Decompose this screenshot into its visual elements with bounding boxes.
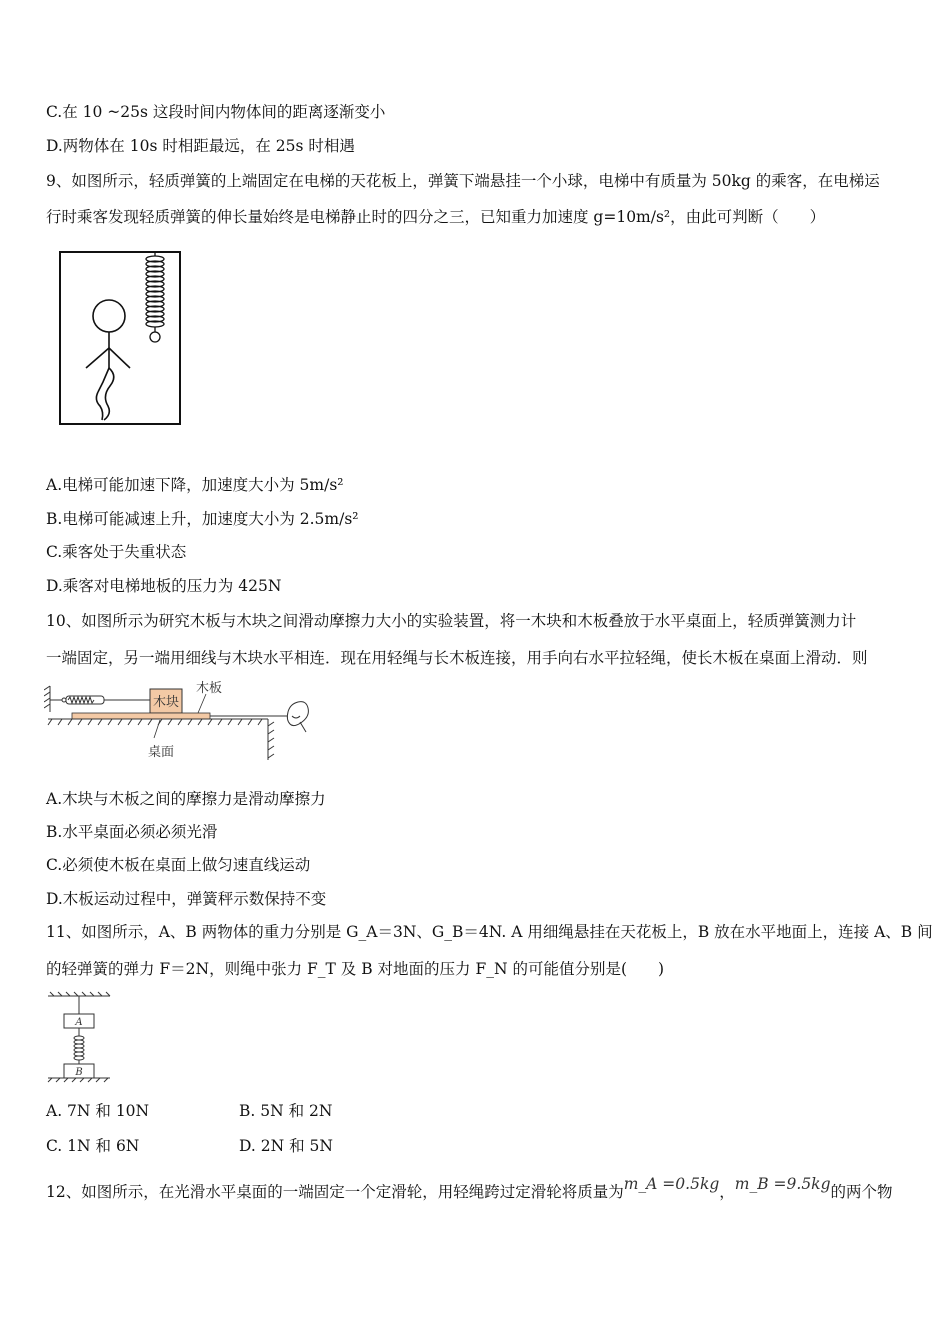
- q9-stem-line1: 9、如图所示，轻质弹簧的上端固定在电梯的天花板上，弹簧下端悬挂一个小球，电梯中有质量为 50kg 的乘客，在电梯运: [46, 172, 880, 190]
- q12-mass-a: m_A =0.5kg: [623, 1175, 720, 1193]
- elevator-figure: [58, 250, 184, 428]
- ceiling-icon: [48, 992, 110, 1014]
- spring-scale-icon: [50, 696, 150, 704]
- q10-option-a: A.木块与木板之间的摩擦力是滑动摩擦力: [46, 790, 326, 808]
- q9-option-d: D.乘客对电梯地板的压力为 425N: [46, 577, 282, 595]
- q12-mass-b: m_B =9.5kg: [734, 1175, 831, 1193]
- q9-option-c: C.乘客处于失重状态: [46, 543, 187, 561]
- q10-stem-line2: 一端固定，另一端用细线与木块水平相连．现在用轻绳与长木板连接，用手向右水平拉轻绳，使长木板在桌面上滑动．则: [46, 649, 868, 667]
- q10-option-d: D.木板运动过程中，弹簧秤示数保持不变: [46, 890, 327, 908]
- passenger-icon: [86, 300, 130, 420]
- spring-icon: [146, 252, 164, 342]
- ground-icon: [48, 1078, 110, 1082]
- friction-apparatus-figure: [44, 676, 314, 766]
- left-wall-icon: [44, 686, 50, 712]
- block-label: 木块: [152, 695, 180, 710]
- q10-option-b: B.水平桌面必须必须光滑: [46, 823, 218, 841]
- q8-option-c: C.在 10 ~25s 这段时间内物体间的距离逐渐变小: [46, 103, 386, 121]
- spring-blocks-figure: [44, 990, 114, 1084]
- q11-stem-line2: 的轻弹簧的弹力 F＝2N，则绳中张力 F_T 及 B 对地面的压力 F_N 的可能值分别是( ): [46, 960, 665, 978]
- table-label: 桌面: [148, 745, 175, 760]
- q11-option-d: D. 2N 和 5N: [239, 1137, 333, 1155]
- q11-option-c: C. 1N 和 6N: [46, 1137, 140, 1155]
- q12-separator: ，: [719, 1183, 735, 1201]
- q12-stem-start: 12、如图所示，在光滑水平桌面的一端固定一个定滑轮，用轻绳跨过定滑轮将质量为: [46, 1183, 624, 1201]
- q12-stem-line1: [46, 1175, 893, 1202]
- q8-option-d: D.两物体在 10s 时相距最远，在 25s 时相遇: [46, 137, 355, 155]
- q12-stem-end: 的两个物: [830, 1183, 893, 1201]
- q10-option-c: C.必须使木板在桌面上做匀速直线运动: [46, 856, 311, 874]
- q11-option-a: A. 7N 和 10N: [46, 1102, 150, 1120]
- q11-option-b: B. 5N 和 2N: [239, 1102, 333, 1120]
- q9-option-a: A.电梯可能加速下降，加速度大小为 5m/s²: [46, 476, 344, 494]
- q11-stem-line1: 11、如图所示，A、B 两物体的重力分别是 G_A＝3N、G_B＝4N. A 用细绳悬挂在天花板上，B 放在水平地面上，连接 A、B 间: [46, 923, 933, 941]
- q10-stem-line1: 10、如图所示为研究木板与木块之间滑动摩擦力大小的实验装置，将一木块和木板叠放于水平桌面上，轻质弹簧测力计: [46, 612, 857, 630]
- spring-icon: [74, 1028, 84, 1064]
- q9-stem-line2: 行时乘客发现轻质弹簧的伸长量始终是电梯静止时的四分之三，已知重力加速度 g=10m/s²，由此可判断（ ）: [46, 208, 826, 226]
- block-b-label: B: [75, 1067, 83, 1078]
- board-icon: [72, 713, 210, 719]
- q9-option-b: B.电梯可能减速上升，加速度大小为 2.5m/s²: [46, 510, 359, 528]
- board-label: 木板: [196, 681, 223, 696]
- hand-icon: [287, 702, 308, 732]
- block-a-label: A: [75, 1017, 83, 1028]
